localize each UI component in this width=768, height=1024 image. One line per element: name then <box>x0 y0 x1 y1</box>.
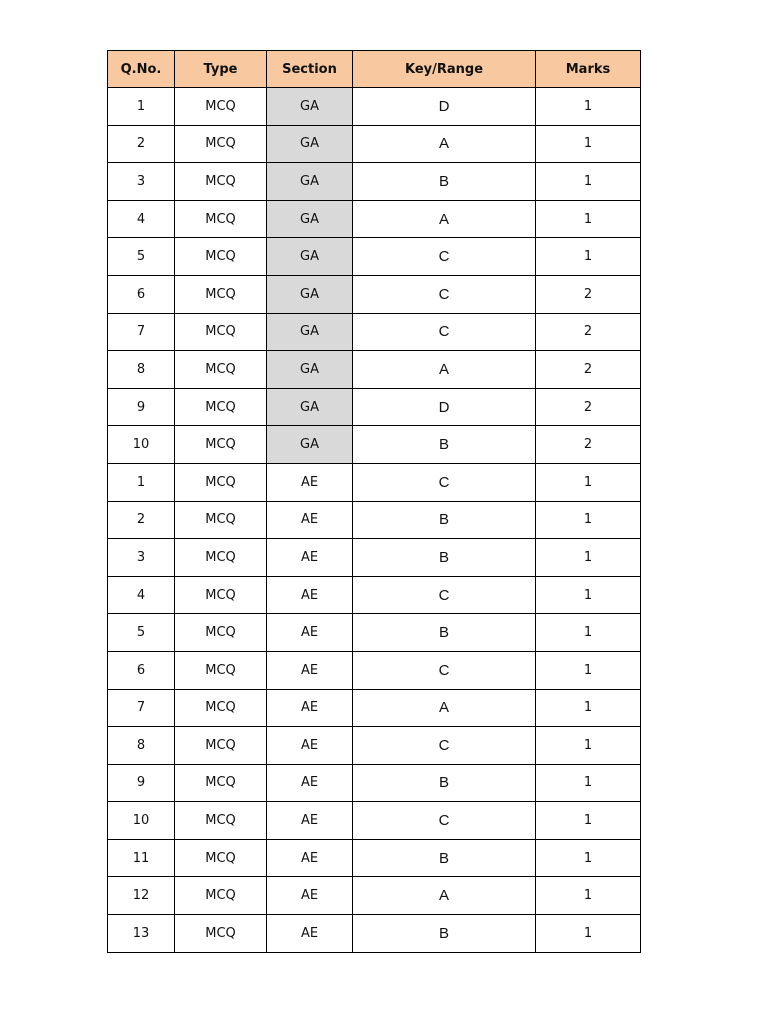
cell-qno: 11 <box>108 839 175 877</box>
cell-qno: 10 <box>108 802 175 840</box>
cell-type: MCQ <box>175 125 267 163</box>
cell-key-range: C <box>353 802 536 840</box>
cell-section: AE <box>267 463 353 501</box>
cell-key-range: B <box>353 915 536 953</box>
cell-marks: 1 <box>536 88 641 126</box>
cell-type: MCQ <box>175 802 267 840</box>
table-row <box>108 689 641 727</box>
cell-marks: 1 <box>536 200 641 238</box>
table-row <box>108 915 641 953</box>
header-key-range: Key/Range <box>353 51 536 88</box>
cell-section: GA <box>267 238 353 276</box>
cell-section: GA <box>267 388 353 426</box>
cell-marks: 1 <box>536 539 641 577</box>
cell-qno: 2 <box>108 501 175 539</box>
cell-type: MCQ <box>175 275 267 313</box>
cell-key-range: B <box>353 839 536 877</box>
cell-marks: 2 <box>536 275 641 313</box>
answer-key-table <box>107 50 641 953</box>
cell-type: MCQ <box>175 651 267 689</box>
cell-type: MCQ <box>175 614 267 652</box>
cell-key-range: C <box>353 576 536 614</box>
cell-qno: 1 <box>108 463 175 501</box>
cell-section: GA <box>267 200 353 238</box>
cell-type: MCQ <box>175 313 267 351</box>
cell-marks: 1 <box>536 839 641 877</box>
cell-key-range: C <box>353 463 536 501</box>
cell-section: AE <box>267 915 353 953</box>
cell-marks: 1 <box>536 576 641 614</box>
cell-marks: 2 <box>536 351 641 389</box>
cell-qno: 8 <box>108 351 175 389</box>
cell-section: AE <box>267 764 353 802</box>
table-row <box>108 576 641 614</box>
cell-section: GA <box>267 351 353 389</box>
cell-type: MCQ <box>175 88 267 126</box>
cell-type: MCQ <box>175 877 267 915</box>
cell-key-range: A <box>353 200 536 238</box>
cell-marks: 1 <box>536 501 641 539</box>
cell-type: MCQ <box>175 426 267 464</box>
cell-key-range: D <box>353 88 536 126</box>
cell-type: MCQ <box>175 200 267 238</box>
header-type: Type <box>175 51 267 88</box>
cell-type: MCQ <box>175 839 267 877</box>
cell-marks: 1 <box>536 163 641 201</box>
cell-section: AE <box>267 689 353 727</box>
cell-section: AE <box>267 501 353 539</box>
cell-section: AE <box>267 651 353 689</box>
cell-key-range: A <box>353 125 536 163</box>
cell-section: AE <box>267 576 353 614</box>
cell-qno: 9 <box>108 764 175 802</box>
cell-section: GA <box>267 163 353 201</box>
table-row <box>108 388 641 426</box>
cell-type: MCQ <box>175 238 267 276</box>
cell-marks: 1 <box>536 877 641 915</box>
table-row <box>108 877 641 915</box>
cell-key-range: C <box>353 651 536 689</box>
cell-qno: 9 <box>108 388 175 426</box>
table-body <box>108 88 641 953</box>
cell-qno: 1 <box>108 88 175 126</box>
cell-type: MCQ <box>175 539 267 577</box>
cell-marks: 1 <box>536 727 641 765</box>
cell-type: MCQ <box>175 727 267 765</box>
table-row <box>108 802 641 840</box>
cell-section: GA <box>267 125 353 163</box>
table-row <box>108 88 641 126</box>
cell-type: MCQ <box>175 463 267 501</box>
cell-qno: 5 <box>108 238 175 276</box>
cell-marks: 1 <box>536 651 641 689</box>
cell-qno: 5 <box>108 614 175 652</box>
cell-key-range: B <box>353 501 536 539</box>
cell-key-range: C <box>353 238 536 276</box>
cell-key-range: B <box>353 539 536 577</box>
header-qno: Q.No. <box>108 51 175 88</box>
table-row <box>108 426 641 464</box>
cell-qno: 3 <box>108 163 175 201</box>
cell-section: GA <box>267 426 353 464</box>
cell-key-range: A <box>353 877 536 915</box>
table-row <box>108 313 641 351</box>
cell-marks: 1 <box>536 802 641 840</box>
table-row <box>108 501 641 539</box>
table-row <box>108 539 641 577</box>
cell-key-range: A <box>353 689 536 727</box>
table-row <box>108 238 641 276</box>
cell-marks: 2 <box>536 388 641 426</box>
cell-key-range: C <box>353 275 536 313</box>
cell-type: MCQ <box>175 163 267 201</box>
table-row <box>108 614 641 652</box>
cell-type: MCQ <box>175 689 267 727</box>
cell-key-range: C <box>353 313 536 351</box>
cell-section: AE <box>267 802 353 840</box>
cell-key-range: B <box>353 426 536 464</box>
cell-type: MCQ <box>175 764 267 802</box>
table-row <box>108 125 641 163</box>
table-row <box>108 275 641 313</box>
cell-marks: 2 <box>536 426 641 464</box>
cell-type: MCQ <box>175 576 267 614</box>
table-row <box>108 163 641 201</box>
cell-qno: 6 <box>108 275 175 313</box>
cell-qno: 4 <box>108 576 175 614</box>
cell-qno: 4 <box>108 200 175 238</box>
cell-section: AE <box>267 539 353 577</box>
cell-marks: 1 <box>536 764 641 802</box>
cell-key-range: C <box>353 727 536 765</box>
cell-type: MCQ <box>175 501 267 539</box>
table-row <box>108 463 641 501</box>
cell-key-range: A <box>353 351 536 389</box>
cell-section: GA <box>267 313 353 351</box>
cell-qno: 8 <box>108 727 175 765</box>
cell-marks: 1 <box>536 689 641 727</box>
cell-section: AE <box>267 839 353 877</box>
cell-type: MCQ <box>175 915 267 953</box>
header-section: Section <box>267 51 353 88</box>
header-marks: Marks <box>536 51 641 88</box>
table-row <box>108 764 641 802</box>
cell-section: GA <box>267 275 353 313</box>
cell-marks: 1 <box>536 463 641 501</box>
cell-section: AE <box>267 614 353 652</box>
table-row <box>108 839 641 877</box>
cell-type: MCQ <box>175 351 267 389</box>
cell-marks: 2 <box>536 313 641 351</box>
cell-marks: 1 <box>536 614 641 652</box>
cell-qno: 6 <box>108 651 175 689</box>
cell-marks: 1 <box>536 915 641 953</box>
cell-type: MCQ <box>175 388 267 426</box>
cell-qno: 13 <box>108 915 175 953</box>
cell-qno: 3 <box>108 539 175 577</box>
table-row <box>108 651 641 689</box>
cell-key-range: D <box>353 388 536 426</box>
cell-qno: 7 <box>108 313 175 351</box>
table-row <box>108 200 641 238</box>
header-row <box>108 51 641 88</box>
cell-qno: 2 <box>108 125 175 163</box>
table-row <box>108 727 641 765</box>
cell-section: AE <box>267 727 353 765</box>
cell-section: GA <box>267 88 353 126</box>
cell-marks: 1 <box>536 238 641 276</box>
cell-marks: 1 <box>536 125 641 163</box>
cell-key-range: B <box>353 764 536 802</box>
cell-qno: 7 <box>108 689 175 727</box>
cell-section: AE <box>267 877 353 915</box>
cell-qno: 10 <box>108 426 175 464</box>
cell-key-range: B <box>353 163 536 201</box>
cell-key-range: B <box>353 614 536 652</box>
table-row <box>108 351 641 389</box>
cell-qno: 12 <box>108 877 175 915</box>
